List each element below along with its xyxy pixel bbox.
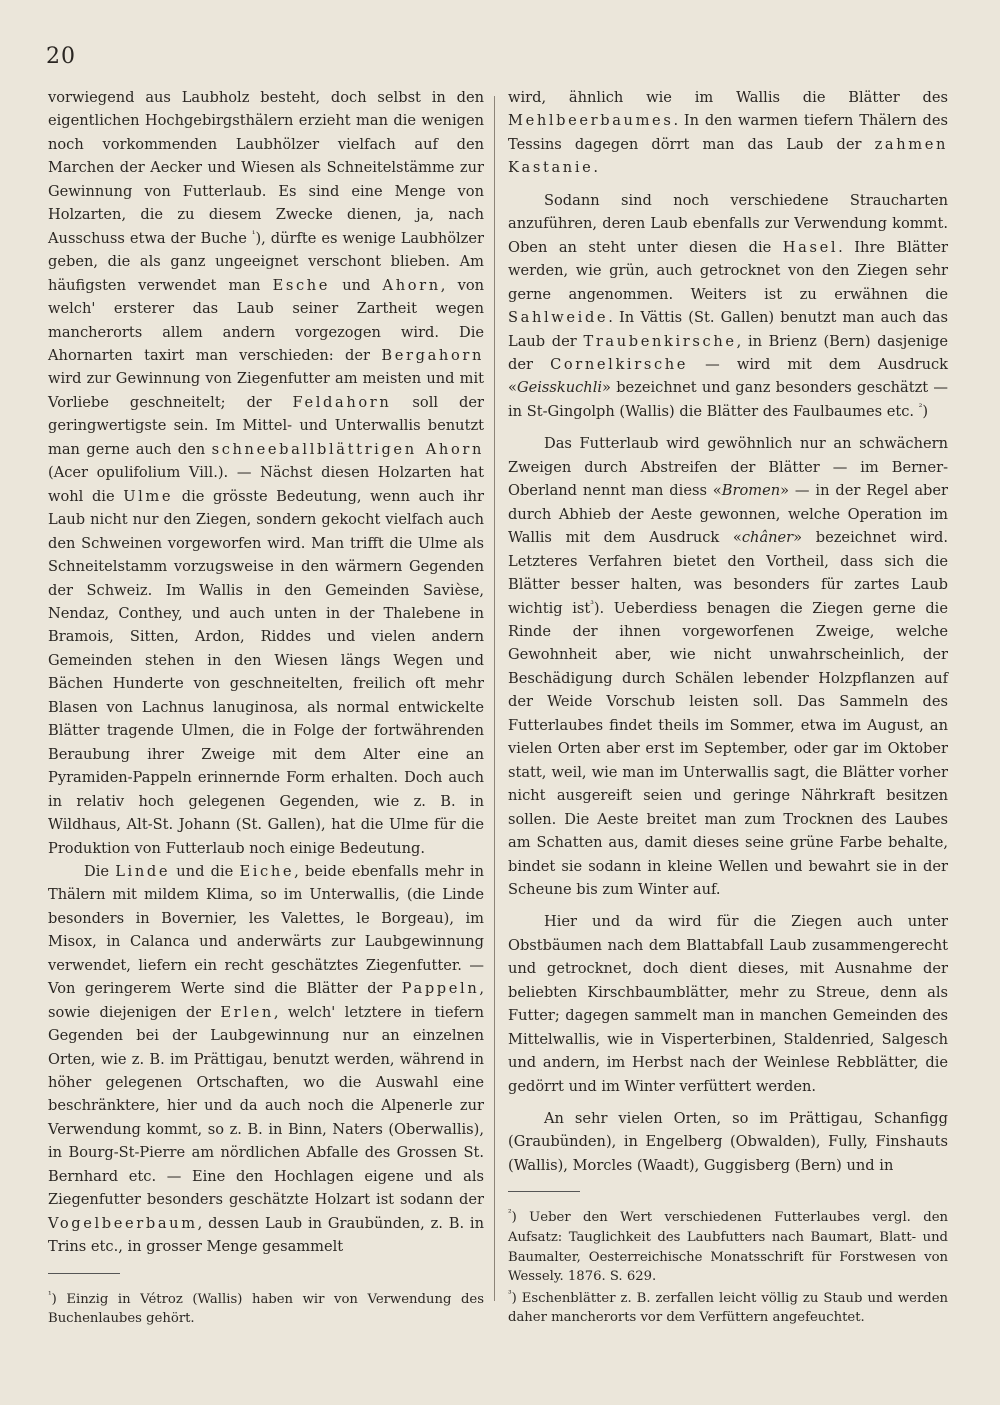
footnote-mark: ² — [508, 1209, 512, 1219]
text: , in Brienz (Bern) dasjenige der — [508, 332, 948, 373]
text: — wird mit dem Ausdruck « — [508, 355, 948, 397]
text: » bezeichnet wird. Letzteres Verfahren bietet den Vortheil, dass sich die Blätter besser halten, was besonders für zartes Laub wichtig ist — [508, 529, 948, 617]
text: . Ihre Blätter werden, wie grün, auch getrocknet von den Ziegen sehr gerne angenommen. Weiters ist zu erwähnen die — [508, 238, 948, 303]
left-column — [48, 86, 484, 1329]
spaced-term: Bergahorn — [381, 346, 484, 364]
footnotes — [508, 1191, 948, 1328]
page-number: 20 — [46, 44, 76, 69]
spaced-term: Ulme — [123, 487, 174, 505]
italic-term: châner — [741, 529, 794, 547]
text: und — [330, 276, 383, 294]
left-paragraph-2 — [48, 860, 484, 1259]
text: Das Futterlaub wird gewöhnlich nur an schwächern Zweigen durch Abstreifen der Blätter — im Berner-Oberland nennt man diess « — [508, 435, 948, 500]
right-paragraph-4 — [508, 910, 948, 1098]
footnote-ref: ³ — [590, 599, 594, 610]
text: ), dürfte es wenige Laubhölzer geben, die als ganz ungeeignet verschont blieben. Am häufigsten verwendet man — [48, 229, 484, 294]
text: wird zur Gewinnung von Ziegenfutter am meisten und mit Vorliebe geschneitelt; der — [48, 370, 484, 411]
spaced-term: Vogelbeerbaum — [48, 1214, 198, 1232]
italic-term: Bromen — [721, 482, 781, 500]
right-paragraph-2 — [508, 189, 948, 424]
text: » bezeichnet und ganz besonders geschätzt — in St-Gingolph (Wallis) die Blätter des Faulbaumes etc. — [508, 379, 948, 420]
text: Hier und da wird für die Ziegen auch unter Obstbäumen nach dem Blattabfall Laub zusammengerecht und getrocknet, doch dient dieses, mit Ausnahme der beliebten Kirschbaumblätter, mehr zu Streue, denn als Futter; dagegen sammelt man in manchen Gemeinden des Mittelwallis, wie in Visperterbinen, Staldenried, Salgesch und andern, im Herbst nach der Weinlese Rebblätter, die gedörrt und im Winter verfüttert werden. — [508, 913, 948, 1095]
spaced-term: Eiche — [239, 862, 295, 880]
footnote-text: ) Ueber den Wert verschiedenen Futterlaubes vergl. den Aufsatz: Tauglichkeit des Laubfutters nach Baumart, Blatt- und Baumalter, Oesterreichische Monatsschrift für Forstwesen von Wessely. 1876. S. 629. — [508, 1210, 948, 1285]
footnote-rule — [508, 1191, 580, 1192]
text: wird, ähnlich wie im Wallis die Blätter des — [508, 89, 948, 106]
text: (Acer opulifolium Vill.). — Nächst diesen Holzarten hat wohl die — [48, 464, 484, 505]
text: soll der geringwertigste sein. Im Mittel- und Unterwallis benutzt man gerne auch den — [48, 393, 484, 458]
left-paragraph-1 — [48, 86, 484, 860]
text: , welch' letztere in tiefern Gegenden bei der Laubgewinnung nur an einzelnen Orten, wie z. B. im Prättigau, benutzt werden, während in höher gelegenen Ortschaften, wo die Auswahl eine beschränktere, hier und da auch noch die Alpenerle zur Verwendung kommt, so z. B. in Binn, Naters (Oberwallis), in Bourg-St-Pierre am nördlichen Abfalle des Grossen St. Bernhard etc. — Eine den Hochlagen eigene und als Ziegenfutter besonders geschätzte Holzart ist sodann der — [48, 1003, 484, 1209]
right-paragraph-5 — [508, 1107, 948, 1177]
spaced-term: Mehlbeerbaumes — [508, 112, 674, 130]
text: . In den warmen tiefern Thälern des Tessins dagegen dörrt man das Laub der — [508, 112, 948, 153]
footnote-1 — [48, 1290, 484, 1329]
text: , dessen Laub in Graubünden, z. B. in Trins etc., in grosser Menge gesammelt — [48, 1214, 484, 1256]
spaced-term: Cornelkirsche — [550, 355, 689, 373]
text: , sowie diejenigen der — [48, 980, 484, 1021]
right-paragraph-1 — [508, 86, 948, 180]
spaced-term: Feldahorn — [292, 393, 392, 411]
text: Sodann sind noch verschiedene Straucharten anzuführen, deren Laub ebenfalls zur Verwendung kommt. Oben an steht unter diesen die — [508, 191, 948, 256]
right-paragraph-3 — [508, 432, 948, 901]
footnote-2 — [508, 1208, 948, 1286]
spaced-term: Sahlweide — [508, 309, 609, 327]
right-column — [508, 86, 948, 1328]
spaced-term: Hasel — [782, 238, 839, 256]
text: ). Ueberdiess benagen die Ziegen gerne die Rinde der ihnen vorgeworfenen Zweige, welche Gewohnheit aber, wie nicht unwahrscheinlich, der Beschädigung durch Schälen lebender Holzpflanzen auf der Weide Vorschub leisten soll. Das Sammeln des Futterlaubes findet theils im Sommer, etwa im August, an vielen Orten aber erst im September, oder gar im Oktober statt, weil, wie man im Unterwallis sagt, die Blätter vorher nicht ausgereift seien und geringe Nährkraft besitzen sollen. Die Aeste breitet man zum Trocknen des Laubes am Schatten aus, damit dieses seine grüne Farbe behalte, bindet sie sodann in kleine Wellen und bewahrt sie in der Scheune bis zum Winter auf. — [508, 599, 948, 898]
column-divider — [494, 96, 495, 1301]
spaced-term: zahmen Kastanie — [508, 135, 948, 177]
italic-term: Geisskuchli — [516, 379, 603, 397]
footnote-rule — [48, 1273, 120, 1274]
footnote-mark: ³ — [508, 1289, 512, 1300]
spaced-term: Traubenkirsche — [583, 332, 737, 350]
text: , von welch' ersterer das Laub seiner Zartheit wegen mancherorts allem andern vorgezogen wird. Die Ahornarten taxirt man verschieden: der — [48, 276, 484, 364]
text: und die — [170, 862, 240, 880]
footnote-ref: ² — [918, 403, 923, 414]
spaced-term: Esche — [272, 276, 331, 294]
text: vorwiegend aus Laubholz besteht, doch selbst in den eigentlichen Hochgebirgsthälern erzieht man die wenigen noch vorkommenden Laubhölzer vielfach auf den Marchen der Aecker und Wiesen als Schneitelstämme zur Gewinnung von Futterlaub. Es sind eine Menge von Holzarten, die zu diesem Zwecke dienen, ja, nach Ausschuss etwa der Buche — [48, 89, 484, 247]
footnote-mark: ¹ — [48, 1290, 52, 1301]
footnote-text: ) Eschenblätter z. B. zerfallen leicht völlig zu Staub und werden daher mancherorts vor dem Verfüttern angefeuchtet. — [508, 1290, 948, 1326]
footnote-3 — [508, 1289, 948, 1328]
text: die grösste Bedeutung, wenn auch ihr Laub nicht nur den Ziegen, sondern gekocht vielfach auch den Schweinen vorgeworfen wird. Man trifft die Ulme als Schneitelstamm vorzugsweise in den wärmern Gegenden der Schweiz. Im Wallis in den Gemeinden Savièse, Nendaz, Conthey, und auch unten in der Thalebene in Bramois, Sitten, Ardon, Riddes und vielen andern Gemeinden stehen in den Wiesen längs Wegen und Bächen Hunderte von geschneitelten, freilich oft mehr Blasen von Lachnus lanuginosa, als normal entwickelte Blätter tragende Ulmen, die in Folge der fortwährenden Beraubung ihrer Zweige mit dem Alter eine an Pyramiden-Pappeln erinnernde Form erhalten. Doch auch in relativ hoch gelegenen Gegenden, wie z. B. in Wildhaus, Alt-St. Johann (St. Gallen), hat die Ulme für die Produktion von Futterlaub noch einige Bedeutung. — [48, 487, 484, 857]
text: ) — [922, 402, 929, 420]
text: » — in der Regel aber durch Abhieb der Aeste gewonnen, welche Operation im Wallis mit dem Ausdruck « — [508, 482, 948, 547]
text: . — [593, 159, 599, 177]
footnote-text: ) Einzig in Vétroz (Wallis) haben wir von Verwendung des Buchenlaubes gehört. — [48, 1291, 484, 1327]
spaced-term: Pappeln — [401, 980, 480, 998]
spaced-term: Ahorn — [382, 276, 441, 294]
spaced-term: Linde — [115, 862, 171, 880]
text: , beide ebenfalls mehr in Thälern mit mildem Klima, so im Unterwallis, (die Linde besonders in Bovernier, les Valettes, le Borgeau), im Misox, in Calanca und anderwärts zur Laubgewinnung verwendet, liefern ein recht geschätztes Ziegenfutter. — Von geringerem Werte sind die Blätter der — [48, 862, 484, 998]
text: . In Vättis (St. Gallen) benutzt man auch das Laub der — [508, 309, 948, 350]
text: Die — [84, 862, 116, 880]
text: An sehr vielen Orten, so im Prättigau, Schanfigg (Graubünden), in Engelberg (Obwalden), Fully, Finshauts (Wallis), Morcles (Waadt), Guggisberg (Bern) und in — [508, 1110, 948, 1174]
footnote-ref: ¹ — [251, 229, 256, 240]
spaced-term: Erlen — [220, 1003, 274, 1021]
spaced-term: schneeballblättrigen Ahorn — [211, 440, 484, 458]
